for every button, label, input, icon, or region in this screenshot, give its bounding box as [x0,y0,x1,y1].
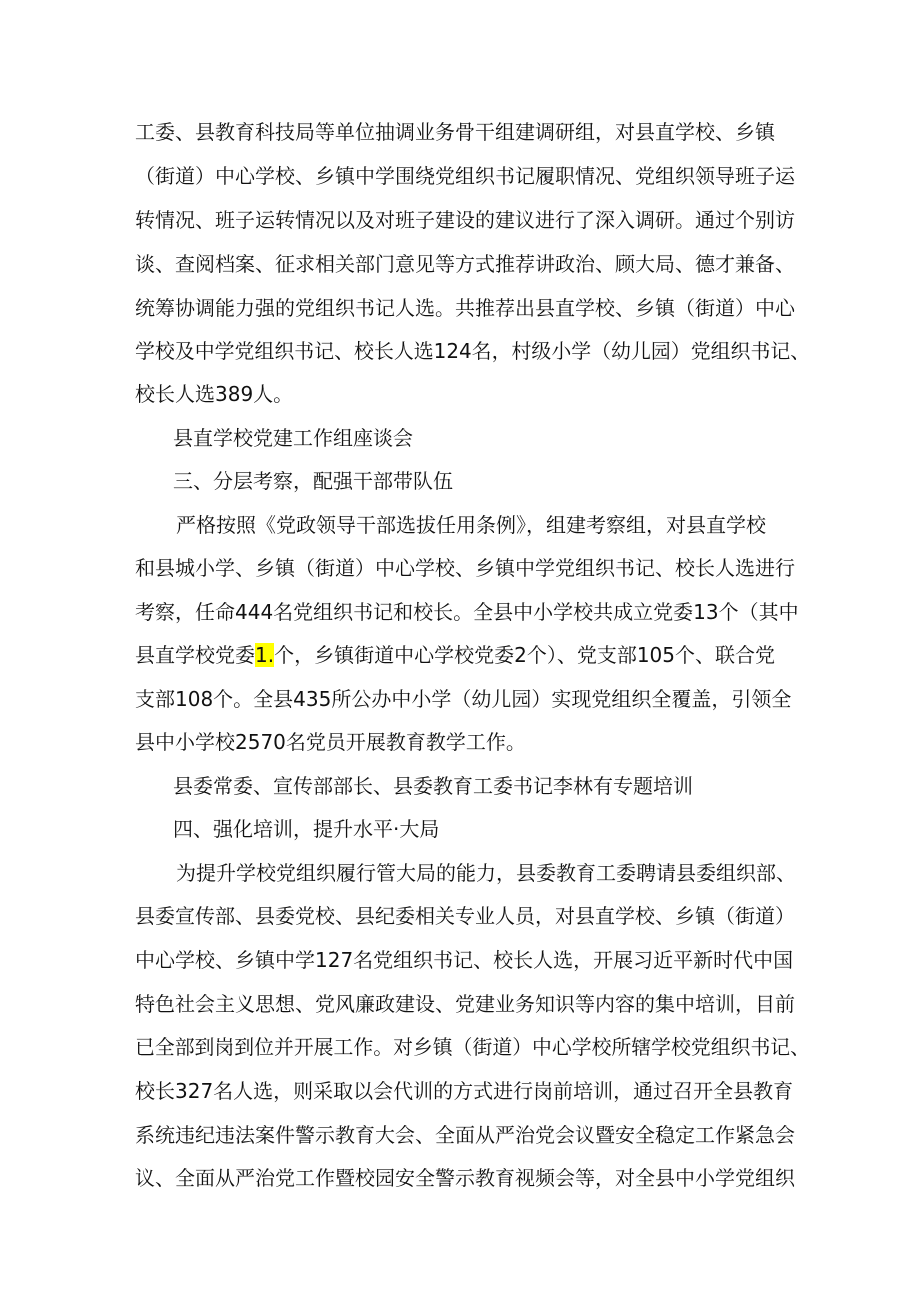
section-heading: 三、分层考察，配强干部带队伍 [173,469,453,493]
body-text: 县直学校党委 [135,643,255,667]
body-line: （街道）中心学校、乡镇中学围绕党组织书记履职情况、党组织领导班子运 [135,164,795,188]
body-line: 中心学校、乡镇中学127名党组织书记、校长人选，开展习近平新时代中国 [135,948,794,972]
body-line: 已全部到岗到位并开展工作。对乡镇（街道）中心学校所辖学校党组织书记、 [135,1035,810,1059]
body-line: 考察，任命444名党组织书记和校长。全县中小学校共成立党委13个（其中 [135,600,799,624]
section-heading: 四、强化培训，提升水平·大局 [173,817,440,841]
body-line: 校长人选389人。 [135,382,294,406]
body-line: 严格按照《党政领导干部选拔任用条例》，组建考察组，对县直学校 [176,513,766,537]
body-line: 工委、县教育科技局等单位抽调业务骨干组建调研组，对县直学校、乡镇 [135,120,775,144]
highlighted-text: 1. [255,643,275,667]
body-line [135,640,775,670]
body-line: 支部108个。全县435所公办中小学（幼儿园）实现党组织全覆盖，引领全 [135,687,792,711]
body-line: 统筹协调能力强的党组织书记人选。共推荐出县直学校、乡镇（街道）中心 [135,296,795,320]
body-line: 县中小学校2570名党员开展教育教学工作。 [135,730,526,754]
body-line: 为提升学校党组织履行管大局的能力，县委教育工委聘请县委组织部、 [176,861,796,885]
body-line: 特色社会主义思想、党风廉政建设、党建业务知识等内容的集中培训，目前 [135,992,795,1016]
body-line: 系统违纪违法案件警示教育大会、全面从严治党会议暨安全稳定工作紧急会 [135,1123,795,1147]
body-line: 转情况、班子运转情况以及对班子建设的建议进行了深入调研。通过个别访 [135,208,795,232]
body-line: 县委宣传部、县委党校、县纪委相关专业人员，对县直学校、乡镇（街道） [135,904,795,928]
body-line: 学校及中学党组织书记、校长人选124名，村级小学（幼儿园）党组织书记、 [135,339,811,363]
body-line: 议、全面从严治党工作暨校园安全警示教育视频会等，对全县中小学党组织 [135,1166,795,1190]
photo-caption: 县直学校党建工作组座谈会 [173,426,413,450]
photo-caption: 县委常委、宣传部部长、县委教育工委书记李林有专题培训 [173,774,693,798]
body-line: 校长327名人选，则采取以会代训的方式进行岗前培训，通过召开全县教育 [135,1079,794,1103]
body-line: 和县城小学、乡镇（街道）中心学校、乡镇中学党组织书记、校长人选进行 [135,556,795,580]
body-text: 个，乡镇街道中心学校党委2个）、党支部105个、联合党 [274,643,775,667]
body-line: 谈、查阅档案、征求相关部门意见等方式推荐讲政治、顾大局、德才兼备、 [135,252,795,276]
